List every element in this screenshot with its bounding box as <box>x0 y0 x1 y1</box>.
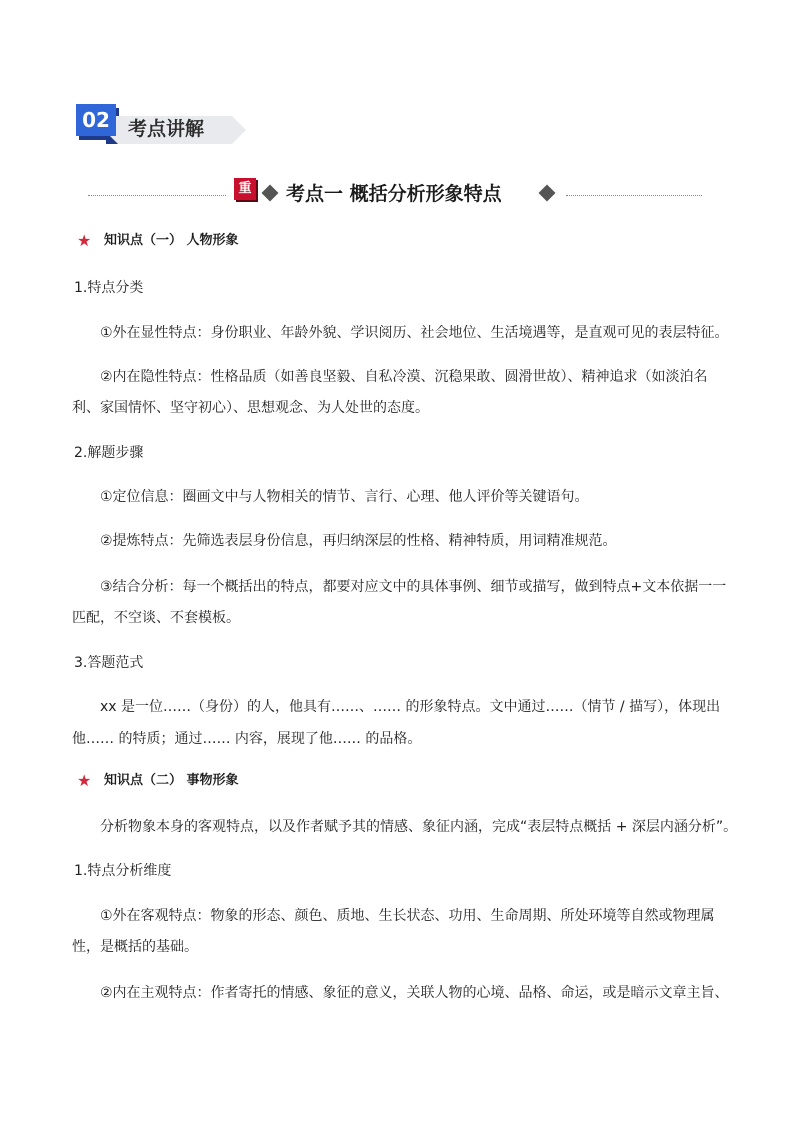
subheading: 2.解题步骤 <box>74 445 144 461</box>
knowledge-point-title: 知识点（二） 事物形象 <box>104 773 239 788</box>
star-icon: ★ <box>77 231 92 250</box>
subheading: 1.特点分类 <box>74 280 144 296</box>
paragraph: ②提炼特点：先筛选表层身份信息，再归纳深层的性格、精神特质，用词精准规范。 <box>100 533 617 549</box>
diamond-icon <box>539 185 556 202</box>
paragraph: ①外在客观特点：物象的形态、颜色、质地、生长状态、功用、生命周期、所处环境等自然或物理属 <box>100 908 715 924</box>
topic-title: 考点一 概括分析形象特点 <box>286 183 502 205</box>
divider-left <box>88 195 226 196</box>
knowledge-point-title: 知识点（一） 人物形象 <box>104 233 239 248</box>
paragraph: 利、家国情怀、坚守初心）、思想观念、为人处世的态度。 <box>72 400 429 416</box>
section-label: 考点讲解 <box>128 118 205 140</box>
paragraph: 匹配，不空谈、不套模板。 <box>72 610 240 626</box>
paragraph: ①定位信息：圈画文中与人物相关的情节、言行、心理、他人评价等关键语句。 <box>100 489 589 505</box>
paragraph: ②内在主观特点：作者寄托的情感、象征的意义，关联人物的心境、品格、命运，或是暗示文章主旨、 <box>100 985 729 1001</box>
paragraph: 性，是概括的基础。 <box>72 939 198 955</box>
subheading: 1.特点分析维度 <box>74 863 172 879</box>
subheading: 3.答题范式 <box>74 655 144 671</box>
paragraph: 他…… 的特质；通过…… 内容，展现了他…… 的品格。 <box>72 731 422 747</box>
star-icon: ★ <box>77 771 92 790</box>
divider-right <box>566 195 702 196</box>
section-number: 02 <box>76 104 116 136</box>
paragraph: 分析物象本身的客观特点，以及作者赋予其的情感、象征内涵，完成“表层特点概括 + 深层内涵分析”。 <box>100 819 738 835</box>
paragraph: xx 是一位……（身份）的人，他具有……、…… 的形象特点。文中通过……（情节 / 描写），体现出 <box>100 699 721 715</box>
key-point-badge: 重 <box>234 178 256 200</box>
paragraph: ③结合分析：每一个概括出的特点，都要对应文中的具体事例、细节或描写，做到特点+文本依据一一 <box>100 579 727 595</box>
diamond-icon <box>262 185 279 202</box>
paragraph: ①外在显性特点：身份职业、年龄外貌、学识阅历、社会地位、生活境遇等，是直观可见的表层特征。 <box>100 325 729 341</box>
paragraph: ②内在隐性特点：性格品质（如善良坚毅、自私冷漠、沉稳果敢、圆滑世故）、精神追求（如淡泊名 <box>100 369 708 385</box>
